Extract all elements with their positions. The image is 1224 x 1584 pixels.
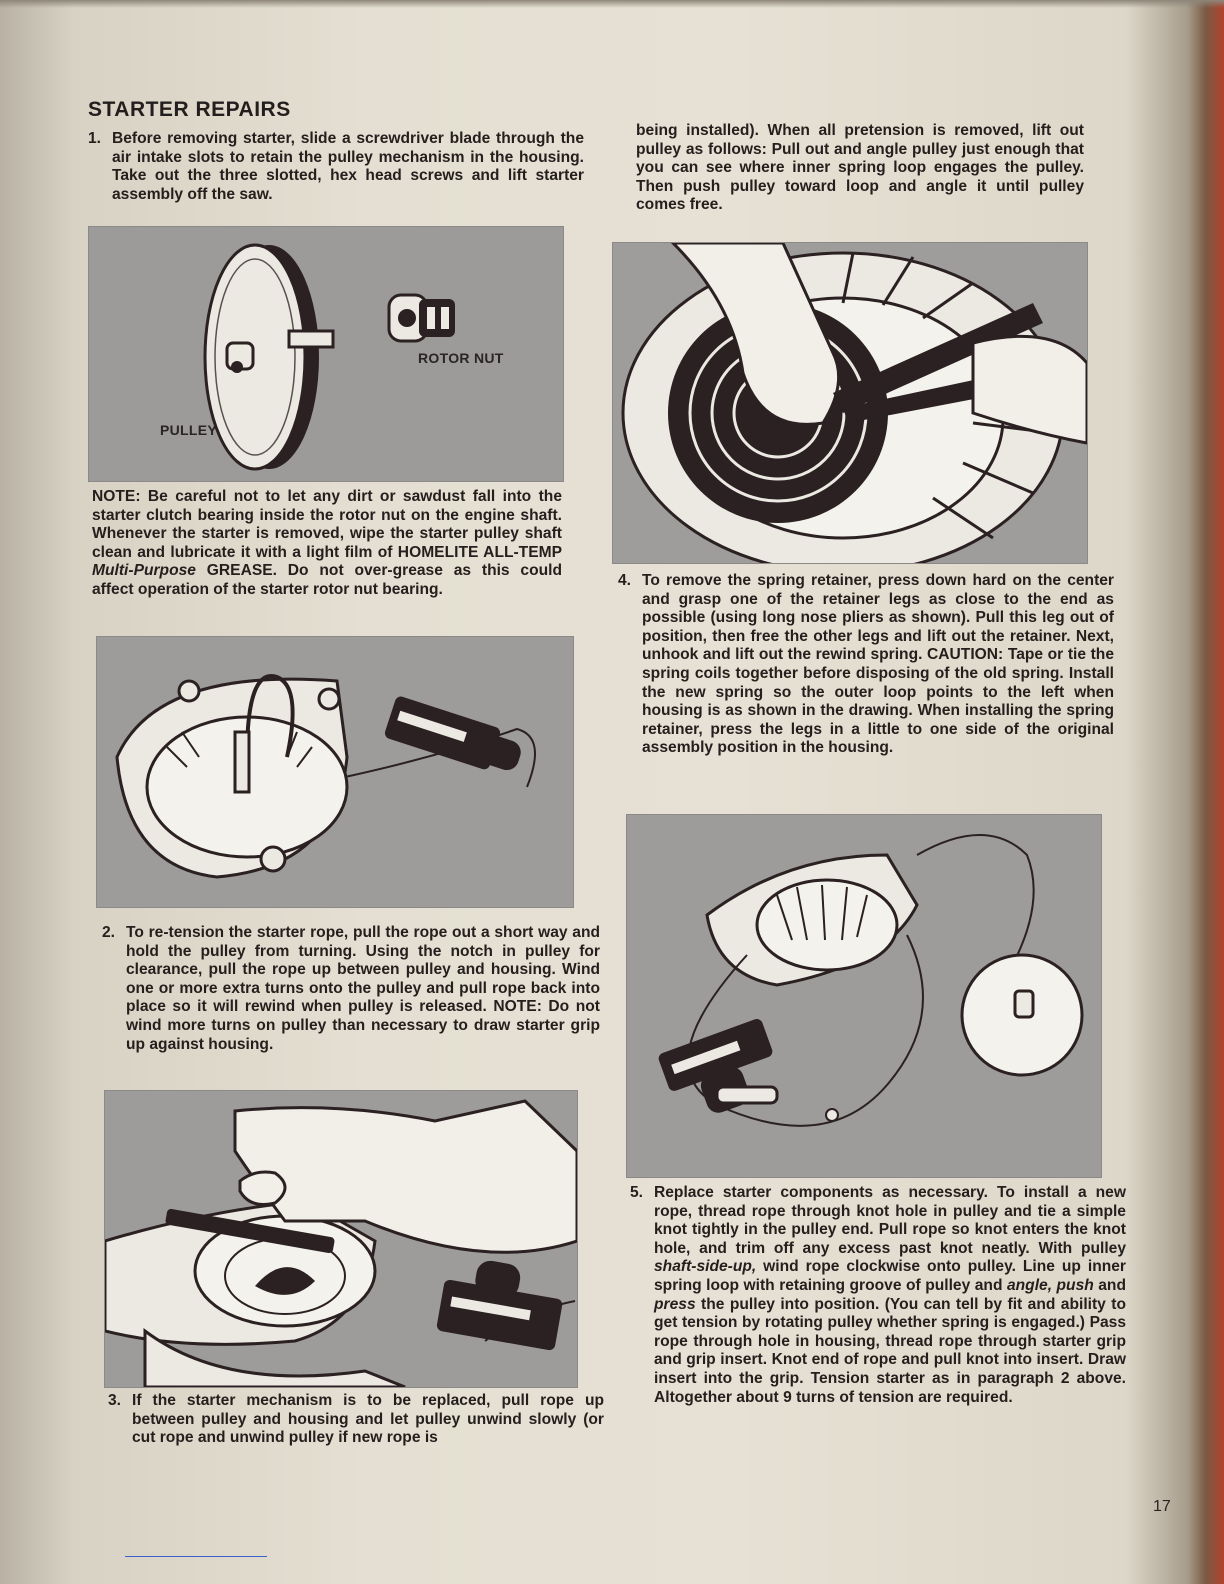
page-heading: STARTER REPAIRS (88, 98, 291, 121)
step-5-number: 5. (630, 1184, 644, 1201)
stray-mark-line (125, 1556, 267, 1557)
step-1-number: 1. (88, 130, 102, 147)
step-1-paragraph (88, 130, 584, 204)
note-paragraph (92, 488, 562, 600)
pulley-label: PULLEY (160, 422, 218, 438)
note-text-end: GREASE. Do not over-grease as this could affect operation of the starter rotor nut bearing. (92, 562, 562, 598)
starter-housing-drawing (97, 637, 573, 907)
starter-housing-illustration (96, 636, 574, 908)
step-4-number: 4. (618, 572, 632, 589)
pulley-removal-illustration (104, 1090, 578, 1388)
step-5-text-1: Replace starter components as necessary. To install a new rope, thread rope through knot hole in pulley and tie a simple knot tightly in the pulley end. Pull rope so knot enters the knot hole, and trim off any excess past knot neatly. With pulley (654, 1184, 1126, 1257)
step-2-number: 2. (102, 924, 116, 941)
page-number: 17 (1153, 1498, 1171, 1515)
note-text-italic: Multi-Purpose (92, 562, 196, 580)
step-5-text-4: the pulley into position. (You can tell by fit and ability to get tension by rotating pulley whether spring is engaged.) Pass rope through hole in housing, thread rope through starter grip and grip insert. Knot end of rope and pull knot into insert. Draw insert into the grip. Tension starter as in paragraph 2 above. Altogether about 9 turns of tension are required. (654, 1295, 1126, 1406)
rotor-nut-label: ROTOR NUT (418, 350, 504, 366)
step-5-paragraph (630, 1184, 1126, 1407)
step-2-paragraph (102, 924, 600, 1054)
step-3-paragraph (108, 1392, 604, 1448)
step-3-text: If the starter mechanism is to be replaced, pull rope up between pulley and housing and let pulley unwind slowly (or cut rope and unwind pulley if new rope is (132, 1392, 604, 1447)
step-4-text: To remove the spring retainer, press down hard on the center and grasp one of the retainer legs as close to the end as possible (using long nose pliers as shown). Pull this leg out of position, then free the other legs and lift out the retainer. Next, unhook and lift out the rewind spring. CAUTION: Tape or tie the spring coils together before disposing of the old spring. Install the new spring so the outer loop points to the left when housing is as shown in the drawing. When installing the spring retainer, press the legs in a little to one side of the original assembly position in the housing. (642, 572, 1114, 757)
starter-components-illustration (626, 814, 1102, 1178)
step-3-continued-text: being installed). When all pretension is removed, lift out pulley as follows: Pull out and angle pulley just enough that you can see where inner spring loop engages the pulley. Then push pulley toward loop and angle it until pulley comes free. (636, 122, 1084, 214)
starter-components-drawing (627, 815, 1101, 1177)
step-2-text: To re-tension the starter rope, pull the rope out a short way and hold the pulley from turning. Using the notch in pulley for clearance, pull the rope up between pulley and housing. Wind one or more extra turns onto the pulley and pull rope back into place so it will rewind when pulley is released. NOTE: Do not wind more turns on pulley than necessary to draw starter grip up against housing. (126, 924, 600, 1053)
step-1-text: Before removing starter, slide a screwdriver blade through the air intake slots to retain the pulley mechanism in the housing. Take out the three slotted, hex head screws and lift starter assembly off the saw. (112, 130, 584, 203)
step-5-text-2: wind rope clockwise onto pulley. Line up inner spring loop with retaining groove of pulley and (654, 1258, 1126, 1294)
step-3-number: 3. (108, 1392, 122, 1409)
step-5-italic-3: press (654, 1295, 696, 1313)
step-5-italic-1: shaft-side-up, (654, 1258, 757, 1276)
step-5-text-3: and (1093, 1276, 1126, 1294)
spring-retainer-illustration (612, 242, 1088, 564)
step-5-italic-2: angle, push (1006, 1276, 1094, 1294)
note-text-start: NOTE: Be careful not to let any dirt or sawdust fall into the starter clutch bearing inside the rotor nut on the engine shaft. Whenever the starter is removed, wipe the starter pulley shaft clean and lubricate it with a light film of HOMELITE ALL-TEMP (92, 488, 562, 561)
page-top-edge (0, 0, 1224, 8)
pulley-removal-drawing (105, 1091, 577, 1387)
step-4-paragraph (618, 572, 1114, 758)
step-3-continued-paragraph (636, 122, 1084, 215)
spring-retainer-drawing (613, 243, 1087, 563)
